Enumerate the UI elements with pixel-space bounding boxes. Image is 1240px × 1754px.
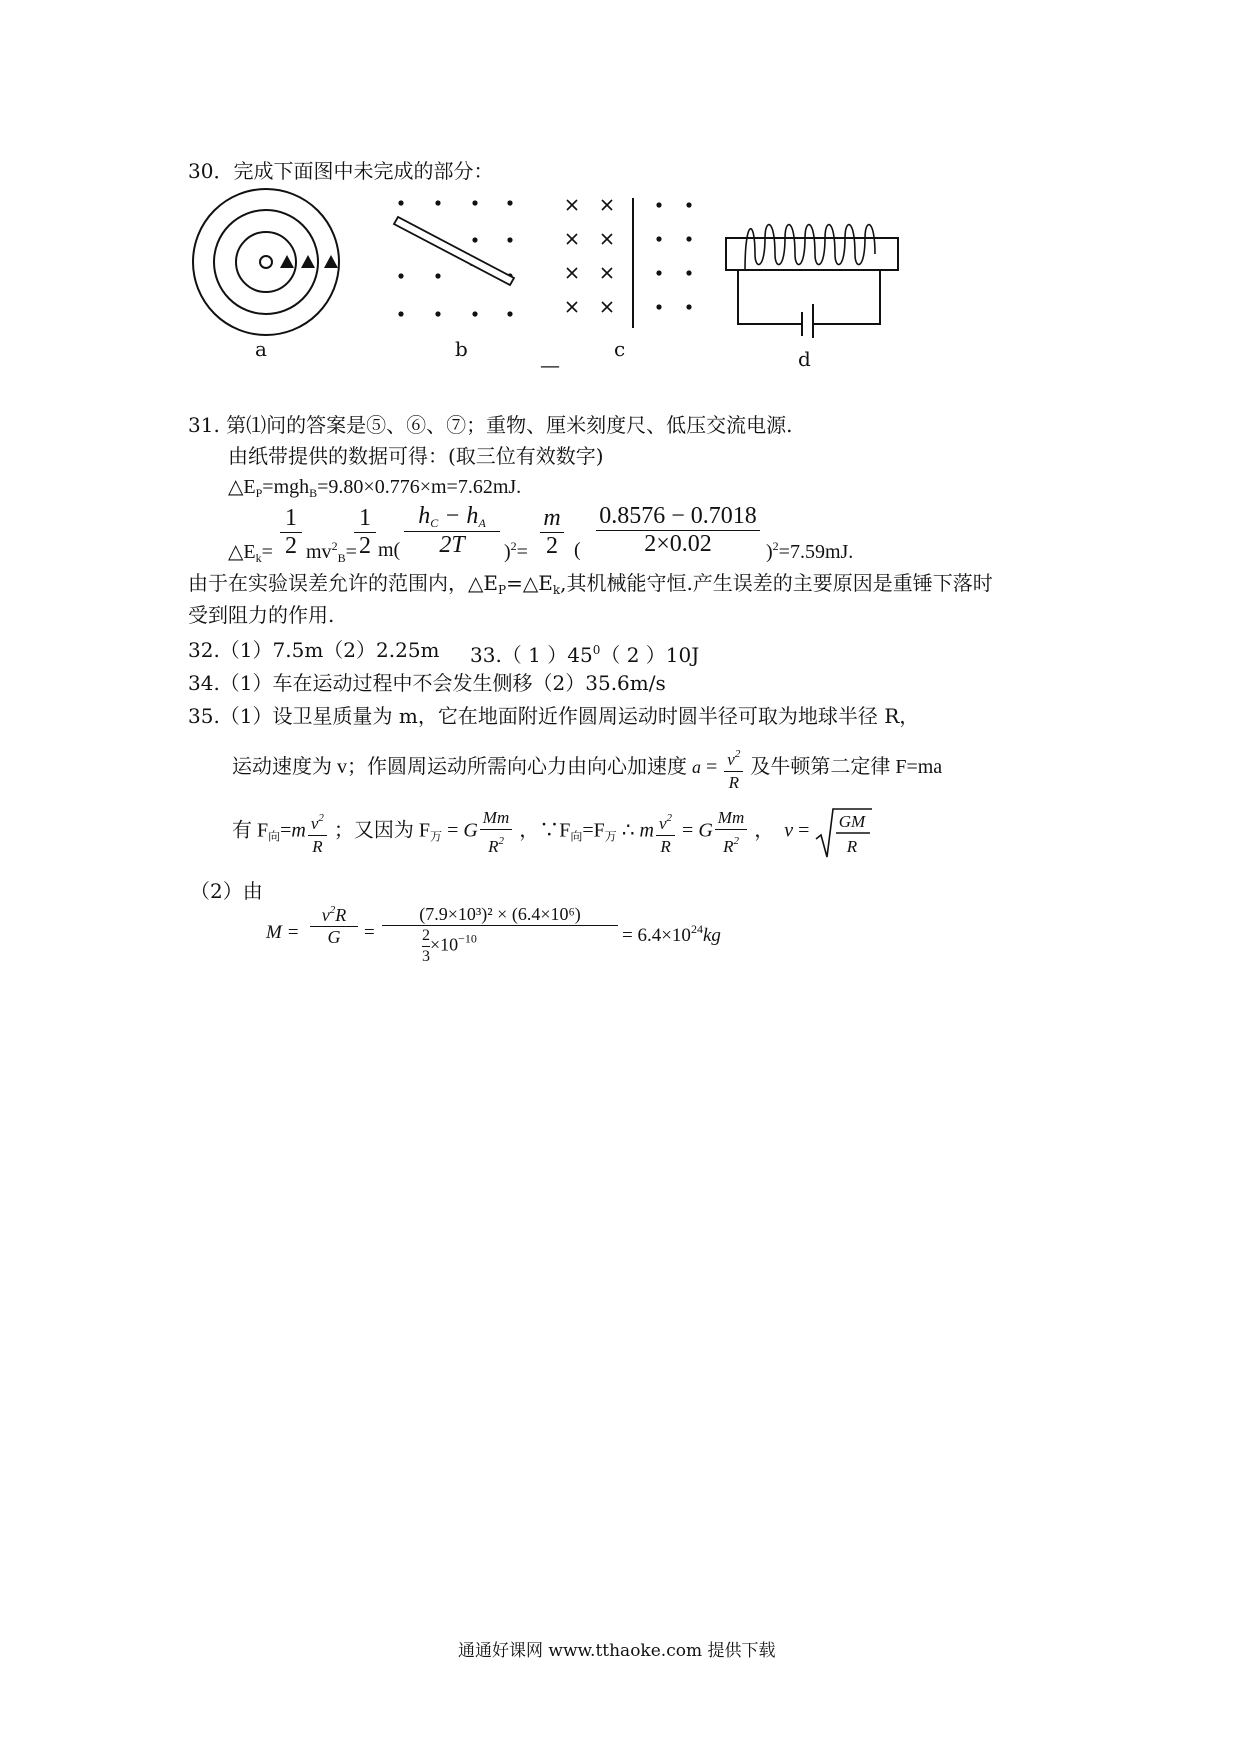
numeric-num: 0.8576 − 0.7018 bbox=[596, 503, 760, 531]
close-sq: 2 bbox=[510, 539, 517, 553]
q33-part2: （ 2 ）10J bbox=[600, 643, 700, 667]
mm-over-r2-2: $\frac{Mm}{R^2}$ bbox=[715, 807, 747, 858]
m-half-fraction bbox=[540, 505, 564, 560]
q35-because: ，∵F bbox=[519, 819, 571, 842]
conclusion-part2: =△E bbox=[506, 571, 553, 595]
figure-c-label: c bbox=[614, 337, 626, 361]
close-sq-2: 2 bbox=[772, 539, 779, 553]
hc-ha-fraction bbox=[404, 503, 500, 559]
g-exponent: −10 bbox=[458, 931, 477, 946]
half-den-1: 2 bbox=[285, 533, 297, 559]
hc: h bbox=[418, 503, 431, 529]
hc-sub: C bbox=[430, 516, 439, 530]
q35-f-sub-xiang: 向 bbox=[268, 829, 281, 844]
mass-exponent: 24 bbox=[690, 922, 703, 936]
q35-sub-xiang-2: 向 bbox=[570, 829, 583, 844]
figure-c-field-boundary bbox=[560, 190, 700, 335]
q35-f-label: 有 F bbox=[232, 819, 269, 842]
m-open: m( bbox=[378, 539, 401, 561]
figure-a-concentric-circles bbox=[184, 188, 354, 338]
half-num-1: 1 bbox=[280, 505, 302, 533]
q35-line2: 运动速度为 v；作圆周运动所需向心力由向心加速度 a = $\frac{v^2}{R}$ 及牛顿第二定律 F=ma bbox=[232, 742, 942, 796]
svg-text:GM: GM bbox=[839, 812, 866, 831]
mm-over-r2-1: $\frac{Mm}{R^2}$ bbox=[480, 807, 512, 858]
g-den-num: 2 bbox=[422, 926, 430, 947]
close-paren: ) bbox=[504, 541, 511, 563]
q35-f-wan-label: ；又因为 F bbox=[333, 819, 431, 842]
q35-line3: 有 $F_向=m$ $\frac{v^2}{R}$ ；又因为 $F_万 = G$ $\frac{Mm}{R^2}$ ，$\because F_向=F_万$ ∴ m $\frac{v^2}{R}$ = G $\frac{Mm}{R^2}$ ， v = GM R bbox=[232, 805, 872, 861]
equals-2: = bbox=[516, 541, 528, 563]
figure-d-solenoid-circuit bbox=[720, 188, 910, 338]
numeric-fraction bbox=[596, 503, 760, 558]
ep-symbol: △E bbox=[228, 476, 256, 498]
q31-line1: 31. 第⑴问的答案是⑤、⑥、⑦；重物、厘米刻度尺、低压交流电源. bbox=[188, 413, 793, 437]
q34-answer: 34.（1）车在运动过程中不会发生侧移（2）35.6m/s bbox=[188, 671, 666, 695]
q33-answer bbox=[470, 637, 699, 668]
q33-part1: 33.（ 1 ）45 bbox=[470, 643, 593, 667]
v2-over-r-2: $\frac{v^2}{R}$ bbox=[308, 807, 327, 858]
conclusion-sub-p: P bbox=[497, 583, 507, 597]
conclusion-sub-k: k bbox=[552, 583, 561, 597]
footer-credit: 通通好课网 www.tthaoke.com 提供下载 bbox=[458, 1641, 776, 1661]
q31-conclusion-line2: 受到阻力的作用. bbox=[188, 603, 335, 627]
figure-b-dot-grid bbox=[388, 190, 528, 330]
half-den-2: 2 bbox=[359, 533, 371, 559]
v2-over-r-3: $\frac{v^2}{R}$ bbox=[656, 807, 675, 858]
ep-result: =9.80×0.776×m=7.62mJ. bbox=[317, 476, 522, 498]
g-den-den: 3 bbox=[422, 948, 430, 965]
q31-ep-equation bbox=[228, 474, 521, 506]
half-fraction-2 bbox=[354, 505, 376, 560]
g-pow: ×10 bbox=[430, 934, 459, 955]
mv-squared: 2 bbox=[331, 539, 338, 553]
m-num: m bbox=[540, 505, 564, 533]
mv: mv bbox=[306, 541, 332, 563]
q33-degree: 0 bbox=[592, 643, 601, 657]
ek-equals: = bbox=[261, 541, 273, 563]
sqrt-gm-over-r bbox=[814, 805, 872, 859]
m-den: 2 bbox=[546, 533, 558, 559]
svg-text:R: R bbox=[847, 837, 858, 856]
numeric-den: 2×0.02 bbox=[644, 531, 712, 557]
q35-line2-text-2: 及牛顿第二定律 F=ma bbox=[750, 756, 943, 778]
mv-sub-b: B bbox=[337, 551, 346, 565]
ep-subscript: P bbox=[255, 486, 263, 500]
ep-mgh: =mgh bbox=[262, 476, 310, 498]
figure-d-label: d bbox=[798, 347, 811, 371]
q35-f-sub-wan: 万 bbox=[430, 829, 443, 844]
q31-conclusion-line1 bbox=[188, 570, 993, 603]
ek-result: =7.59mJ. bbox=[778, 541, 854, 563]
ek-subscript: k bbox=[255, 551, 262, 565]
figure-b-label: b bbox=[455, 337, 468, 361]
conclusion-part3: ,其机械能守恒.产生误差的主要原因是重锤下落时 bbox=[560, 571, 993, 595]
mass-unit: kg bbox=[702, 925, 721, 946]
q32-answer: 32.（1）7.5m（2）2.25m bbox=[188, 638, 440, 662]
half-num-2: 1 bbox=[354, 505, 376, 533]
q31-line2: 由纸带提供的数据可得：(取三位有效数字) bbox=[228, 444, 604, 468]
half-fraction-1 bbox=[280, 505, 302, 560]
ha-sub: A bbox=[478, 516, 486, 530]
therefore-symbol: ∴ bbox=[621, 819, 635, 842]
q35-part2-label: （2）由 bbox=[190, 879, 263, 903]
v2-over-r-1: $\frac{v^2}{R}$ bbox=[724, 743, 743, 794]
ek-symbol: △E bbox=[228, 541, 256, 563]
mass-numerator: (7.9×10³)² × (6.4×10⁶) bbox=[382, 904, 618, 926]
q35-line1: 35.（1）设卫星质量为 m，它在地面附近作圆周运动时圆半径可取为地球半径 R， bbox=[188, 704, 920, 728]
mass-result: = 6.4×10 bbox=[622, 925, 691, 946]
ep-subscript-b: B bbox=[309, 486, 318, 500]
equals-1: = bbox=[345, 541, 357, 563]
figure-a-label: a bbox=[255, 337, 267, 361]
q30-title: 30．完成下面图中未完成的部分： bbox=[188, 159, 494, 183]
minus-ha: − h bbox=[438, 503, 479, 529]
q35-line2-text: 运动速度为 v；作圆周运动所需向心力由向心加速度 bbox=[232, 756, 687, 778]
twoT: 2T bbox=[439, 532, 465, 558]
q35-sub-wan-2: 万 bbox=[604, 829, 617, 844]
conclusion-part1: 由于在实验误差允许的范围内，△E bbox=[188, 571, 498, 595]
close-paren-2: ) bbox=[766, 541, 773, 563]
figure-dash: — bbox=[540, 353, 560, 377]
q35-equals-f: =F bbox=[582, 819, 605, 842]
open-paren: ( bbox=[574, 539, 581, 561]
